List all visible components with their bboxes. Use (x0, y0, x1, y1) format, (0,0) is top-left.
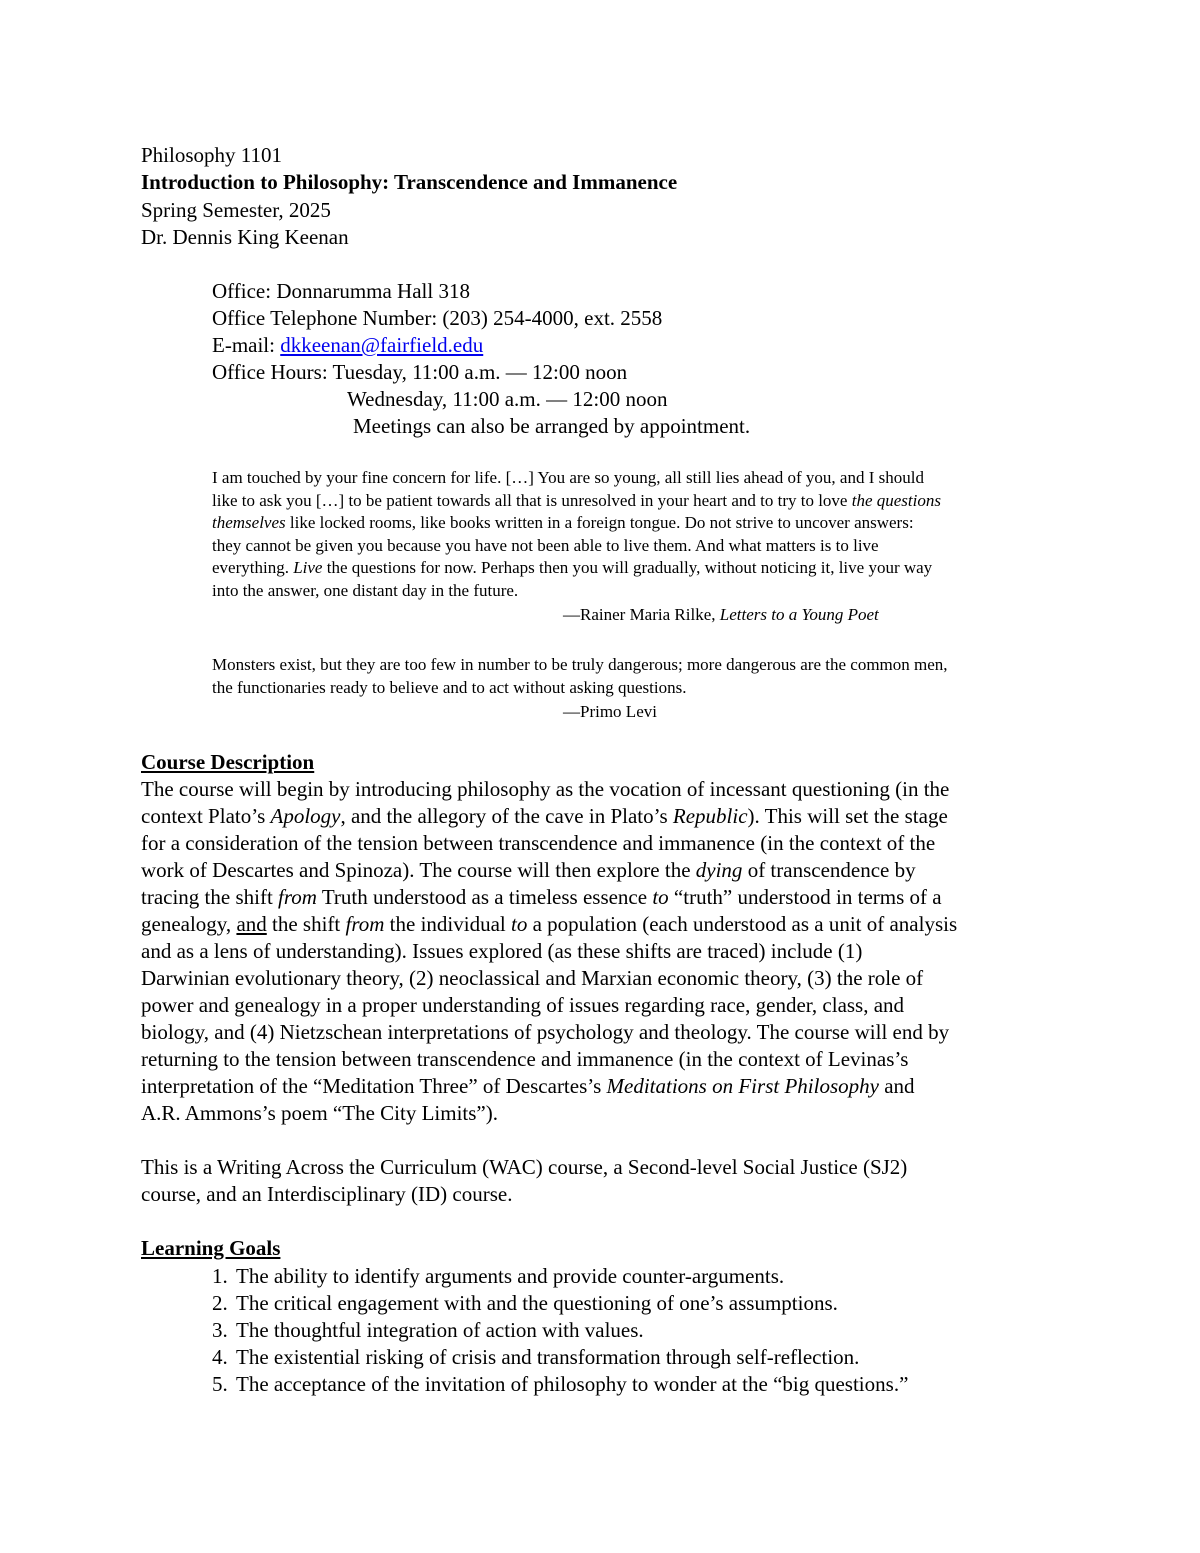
learning-goal-item (212, 1290, 838, 1317)
goal-number: 1. (212, 1264, 228, 1288)
description-line (141, 857, 916, 884)
quote-text: everything. (212, 558, 294, 577)
description-line (141, 803, 948, 830)
text-span: “truth” understood in terms of a (668, 885, 942, 909)
learning-goal-item (212, 1371, 908, 1398)
text-span: the shift (266, 912, 346, 936)
levi-quote-line: the functionaries ready to believe and to act without asking questions. (212, 678, 687, 697)
learning-goal-item (212, 1344, 859, 1371)
description-line: biology, and (4) Nietzschean interpretations of psychology and theology. The course will end by (141, 1020, 950, 1044)
office-hours-appointment: Meetings can also be arranged by appointment. (353, 414, 751, 438)
rilke-quote-line (212, 512, 914, 535)
goal-number: 4. (212, 1345, 228, 1369)
quote-emphasis: Live (293, 558, 323, 577)
emphasis: dying (695, 858, 743, 882)
description-line (141, 1073, 915, 1100)
office-telephone: Office Telephone Number: (203) 254-4000, ext. 2558 (212, 306, 663, 330)
underlined-word: and (236, 912, 267, 936)
emphasis: to (652, 885, 669, 909)
goal-text: The ability to identify arguments and provide counter-arguments. (236, 1264, 785, 1288)
description-line: for a consideration of the tension between transcendence and immanence (in the context of the (141, 831, 936, 855)
rilke-quote-line: they cannot be given you because you have not been able to live them. And what matters is to live (212, 536, 879, 555)
description-line: A.R. Ammons’s poem “The City Limits”). (141, 1101, 498, 1125)
email-label: E-mail: (212, 333, 281, 357)
text-span: , and the allegory of the cave in Plato’s (340, 804, 673, 828)
quote-emphasis: the questions (851, 491, 941, 510)
learning-goal-item (212, 1263, 784, 1290)
goal-text: The critical engagement with and the questioning of one’s assumptions. (236, 1291, 838, 1315)
learning-goal-item (212, 1317, 644, 1344)
designation-line: course, and an Interdisciplinary (ID) course. (141, 1182, 513, 1206)
description-line: power and genealogy in a proper understanding of issues regarding race, gender, class, and (141, 993, 905, 1017)
text-span: tracing the shift (141, 885, 279, 909)
rilke-quote-line (212, 490, 941, 513)
goal-text: The existential risking of crisis and transformation through self-reflection. (236, 1345, 860, 1369)
semester: Spring Semester, 2025 (141, 198, 331, 222)
goal-text: The thoughtful integration of action with values. (236, 1318, 644, 1342)
description-line: and as a lens of understanding). Issues explored (as these shifts are traced) include (1) (141, 939, 863, 963)
attribution-title: Letters to a Young Poet (719, 605, 879, 624)
instructor: Dr. Dennis King Keenan (141, 225, 349, 249)
levi-quote-line: Monsters exist, but they are too few in number to be truly dangerous; more dangerous are the common men, (212, 655, 948, 674)
emphasis: to (511, 912, 528, 936)
email-line (212, 332, 483, 359)
text-span: and (878, 1074, 915, 1098)
description-line: Darwinian evolutionary theory, (2) neoclassical and Marxian economic theory, (3) the role of (141, 966, 924, 990)
description-line: returning to the tension between transcendence and immanence (in the context of Levinas’s (141, 1047, 909, 1071)
italic-title: Meditations on First Philosophy (606, 1074, 879, 1098)
designation-line: This is a Writing Across the Curriculum (WAC) course, a Second-level Social Justice (SJ2) (141, 1155, 908, 1179)
italic-title: Apology (270, 804, 341, 828)
text-span: the individual (384, 912, 511, 936)
emphasis: from (278, 885, 317, 909)
text-span: genealogy, (141, 912, 237, 936)
rilke-quote-line: I am touched by your fine concern for life. […] You are so young, all still lies ahead of you, and I should (212, 468, 924, 487)
rilke-quote-line: into the answer, one distant day in the future. (212, 581, 519, 600)
course-title: Introduction to Philosophy: Transcendence and Immanence (141, 170, 678, 194)
text-span: a population (each understood as a unit of analysis (527, 912, 958, 936)
goal-text: The acceptance of the invitation of philosophy to wonder at the “big questions.” (236, 1372, 909, 1396)
emphasis: from (345, 912, 385, 936)
goal-number: 5. (212, 1372, 228, 1396)
rilke-quote-line (212, 557, 932, 580)
goal-number: 2. (212, 1291, 228, 1315)
description-line (141, 911, 957, 938)
quote-text: the questions for now. Perhaps then you will gradually, without noticing it, live your way (322, 558, 933, 577)
italic-title: Republic (672, 804, 748, 828)
text-span: Truth understood as a timeless essence (316, 885, 653, 909)
quote-text: like to ask you […] to be patient towards all that is unresolved in your heart and to try to love (212, 491, 852, 510)
office: Office: Donnarumma Hall 318 (212, 279, 470, 303)
course-description-heading: Course Description (141, 750, 315, 774)
attribution-author: —Rainer Maria Rilke, (563, 605, 720, 624)
description-line: The course will begin by introducing philosophy as the vocation of incessant questioning (in the (141, 777, 950, 801)
text-span: context Plato’s (141, 804, 271, 828)
text-span: work of Descartes and Spinoza). The course will then explore the (141, 858, 696, 882)
text-span: of transcendence by (742, 858, 916, 882)
course-number: Philosophy 1101 (141, 143, 282, 167)
quote-emphasis: themselves (212, 513, 286, 532)
learning-goals-heading: Learning Goals (141, 1236, 281, 1260)
rilke-attribution (563, 604, 879, 627)
levi-attribution: —Primo Levi (563, 702, 657, 721)
office-hours-tuesday: Office Hours: Tuesday, 11:00 a.m. — 12:00 noon (212, 360, 628, 384)
text-span: ). This will set the stage (747, 804, 948, 828)
office-hours-wednesday: Wednesday, 11:00 a.m. — 12:00 noon (347, 387, 668, 411)
quote-text: like locked rooms, like books written in a foreign tongue. Do not strive to uncover answers: (285, 513, 914, 532)
email-link[interactable]: dkkeenan@fairfield.edu (280, 333, 484, 357)
goal-number: 3. (212, 1318, 228, 1342)
description-line (141, 884, 942, 911)
text-span: interpretation of the “Meditation Three” of Descartes’s (141, 1074, 607, 1098)
